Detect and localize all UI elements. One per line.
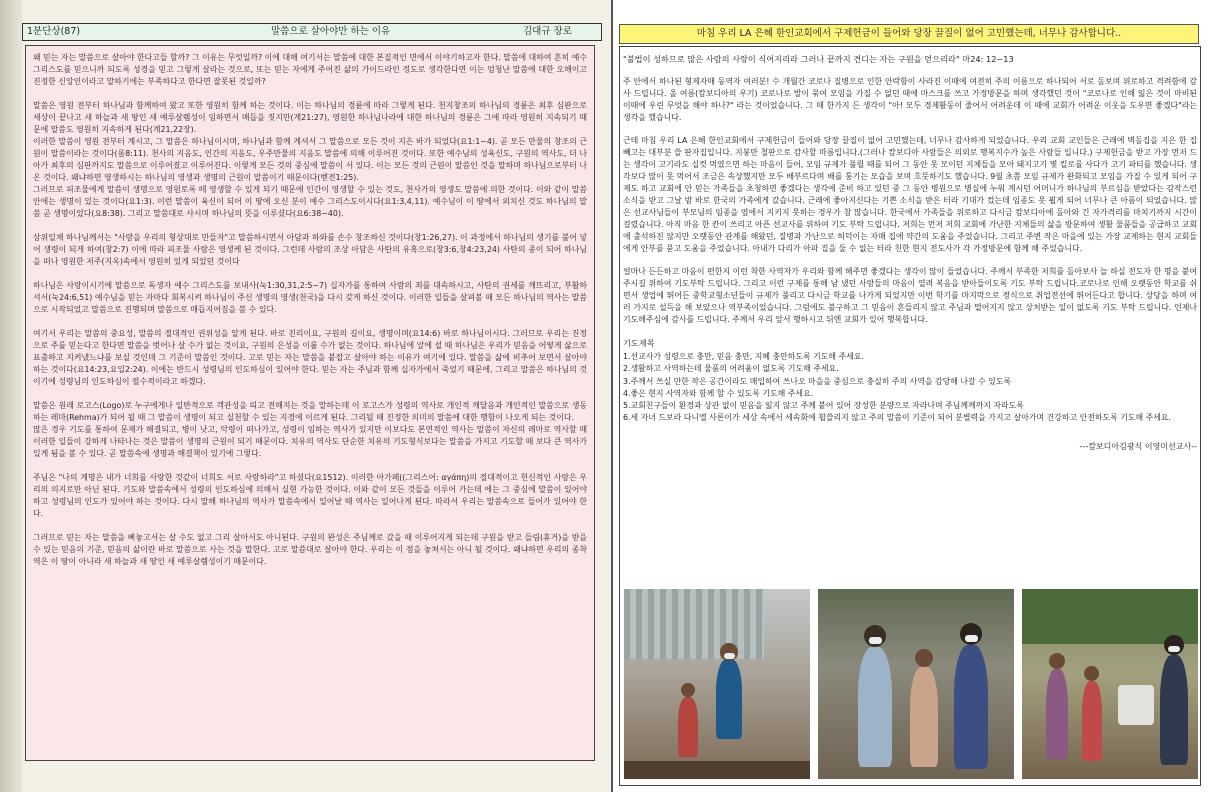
signature: ---캄보디아김광식 이영미선교사-- (1079, 441, 1197, 451)
letter-paragraph: 근데 마침 우리 LA 은혜 한인교회에서 구제헌금이 들어와 당장 끌질이 없어 고민했는데, 너무나 감사하게 되었습니다. 우리 교회 교인들은 근래에 벽돌집을 지은 한 집 빼고는 대부분 쓸 판자집입니다. 지붕만 철판으로 감사할 따름입니다.(그러나 캄보디아 사람들은 의외로 행복지수가 높은 사람들 입니다.) 구제헌금을 받고 가장 먼저 드는 생각이 고기라도 실컷 먹였으면 하는 마음이 들어, 모임 규제가 풀릴 때를 되어 그 동안 못 모이던 지체들을 모아 돼지고기 몇 킬로를 사다가 고기 파티를 했습니다. 생각보다 많이 못 먹어서 조금은 속상했지만 모두 배부르다며 배를 퉁기는 모습을 보며 흐뭇하기도 했습니다. 9월 초쯤 모임 규제가 완화되고 모임을 가질 수 있게 되어 구제도 하고 교회에 안 믿는 가족들을 초청하면 좋겠다는 생각에 준비 하고 있던 중 그 동안 병원으로 병실에 누워 계시던 어머니가 하나님의 부르심을 받았다는 감작스런 소식을 받고 그날 밤 바로 한국의 가족에게 갔습니다. 근래에 좋아지신다는 기쁜 소식을 받은 터라 기대가 컸는데 임종도 못 뵙게 되어 너무나 큰 아픔이 되었습니다. 많은 선교사님들이 부모님의 임종을 옆에서 지키지 못하는 경우가 참 많습니다. 한국에서 가족들을 위로하고 다시금 캄보디아에 돌아와 긴 자가격리를 마치기까지 시간이 걸렸습니다. 아직 마음 한 칸이 쓰리고 아픈 선교사를 위하여 기도 부탁 드립니다. 저희는 먼저 저희 교회에 가난한 지체들의 삶을 방문하여 생활 물품들을 공급하고 교회에 출석하진 않지만 오랫동안 관계를 해왔던, 질병과 가난으로 허덕이는 자매 집에 약간의 도움을 주었습니다. 그리고 주변 작은 마을에 있는 가장 교제하는 현지 교회들에게 안부를 묻고 도움을 주었습니다. 아내가 다리가 아파 집을 둘 수 없는 터라 친한 현지 전도사가 각 가정방문에 함께 해 주었습니다. (623, 136, 1197, 253)
article-paragraph: 그러므로 믿는 자는 말씀을 삐놓고서는 살 수도 없고 그리 살아서도 아니된다. 구원의 완성은 주님께로 갔을 때 이루어지게 되는데 구원을 받고 들림(휴거)을 받을 수 있는 믿음의 기준, 믿음의 삶이란 바로 말씀으로 사는 것을 말한다. 고로 말씀대로 살아야 한다. 우리는 이 점을 놓쳐서는 아니 될 것이다. 왜냐하면 우리의 종착역은 이 땅이 아니라 새 하늘과 새 땅인 새 예루살렘성이기 때문이다. (33, 533, 587, 566)
prayer-title: 기도제목 (623, 338, 655, 348)
prayer-item: 2.생활하고 사역하는데 물품의 어려움이 없도록 기도해 주세요. (623, 364, 839, 374)
article-paragraph: 왜 믿는 자는 말씀으로 살아야 한다고들 할까? 그 이유는 무엇일까? 이에 대해 여기서는 말씀에 대한 본질적인 면에서 이야기하고자 한다. 말씀에 대하여 흔히 예수 그리스도를 믿으니까 되도록 성경을 믿고 그렇게 살라는 것으로, 또는 믿는 자에게 주어진 삶의 가이드라인 정도로 생각한다면 이는 엄청난 말씀에 대한 오해이고 진정한 신앙인이라고 말하기에는 부족하다고 한다면 잘못된 것일까? (33, 53, 587, 86)
prayer-item: 5.교회친구들이 환경과 상관 없이 믿음을 잃지 않고 주께 붙어 있어 장성한 분량으로 자라나며 주님께께까지 자라도록 (623, 401, 1024, 411)
photo-row (624, 589, 1196, 779)
article-title: 말씀으로 살아야만 하는 이유 (271, 26, 391, 37)
letter-paragraph: 얼마나 든든하고 마음이 편한지 이런 착한 사역자가 우리와 함께 해주면 좋겠다는 생각이 많이 들었습니다. 주께서 부족한 저희를 돌아보사 늘 하실 전도자 한 명을 붙여주시길 위하여 기도부탁 드립니다. 그리고 이런 구제를 통해 남 냈던 사람들의 마음이 열려 복음을 받아들이도록 기도 부탁 드립니다.코로나로 인해 오랫동안 학교를 쉬면서 생업에 뛰어든 중학교형소년들이 규제가 풀리고 다시금 학교를 나가게 되었지만 이번 학기를 마지막으로 정식으로 취업전선에 뛰어든다고 합니다. 상당을 하며 여러 가지로 설득을 해 보았으나 역부족이었습니다. 그럼에도 불구하고 그 믿음이 흔들리지 않고 주님과 멀어지지 않고 상처받는 일이 없도록 기도 부탁 드립니다. 언제나 기도해주심에 감사를 드립니다. 주께서 우리 앞서 행하시고 뒤엔 교회가 있어 행복합니다. (623, 267, 1197, 324)
prayer-list (623, 351, 1197, 425)
photo-visit-3 (1022, 589, 1198, 779)
article-paragraph: 여기서 우리는 말씀의 중요성, 말씀의 절대적인 권위성을 알게 된다. 바로 진리이요, 구원의 길이요, 생명이며(요14:6) 바로 하나님이시다. 그러므로 우리는 진정으로 주를 믿는다고 한다면 말씀을 벗어나 살 수가 없는 것이요, 구원의 은성을 이룰 수가 없는 것이다. 하나님에 앞에 설 때 하나님은 우리가 믿음을 어떻게 삶으로 표출하고 지켜냈느냐를 보실 것인데 그 기준이 말씀인 것이다. 고로 믿는 자는 말씀을 붙잡고 살아야 하는 이유가 여기에 있다. 말씀을 삶에 비추어 보면서 살아야 하는 것이다(요14:23,요일2:24). 이에는 반드시 성령님의 인도하심이 있어야 한다. 믿는 자는 주님과 함께 십자가에서 죽었기 때문에, 그리고 말씀은 하나님의 것이기에 성령님의 인도하심이 필수적이라고 하겠다. (33, 329, 587, 386)
missionary-letter (619, 46, 1201, 786)
article-paragraph: 말씀은 원래 로고스(Logo)로 누구에게나 일반적으로 객관성을 띠고 전해지는 것을 말하는데 이 로고스가 성령의 역사로 개인적 깨달음과 개인적인 말씀으로 생동하는 레마(Rehma)가 되어 될 때 그 말씀이 생명이 되고 실천할 수 있는 지경에 이르게 된다. 그리될 때 진정한 의미의 말씀에 대한 행함이 나오게 되는 것이다. 많은 경우 기도를 통하여 문제가 해결되고, 병이 낫고, 악령이 떠나가고, 성령이 임하는 역사가 있지만 이보다도 본연적인 역사는 말씀이 자신의 레마로 역사할 때 이러한 일들이 강하게 나타나는 것은 말씀이 생명의 근원이 되기 때문이다. 치유의 역사도 단순한 치유의 기도형식보다는 말씀을 가지고 기도할 때 보다 큰 역사가 있게 됨을 볼 수 있다. 곧 말씀속에 생명과 해결책이 있기에 그렇다. (33, 401, 587, 458)
scripture-verse: "불법이 성하므로 많은 사람의 사랑이 식어지리라 그러나 끝까지 견디는 자는 구원을 얻으리라" 마24: 12~13 (623, 54, 1014, 64)
issue-label: 1분단상(87) (27, 26, 81, 37)
left-header (22, 23, 602, 41)
prayer-item: 4.좋은 현지 사역자와 함께 할 수 있도록 기도해 주세요. (623, 388, 814, 398)
prayer-item: 6.세 자녀 드보라 다니엘 사론이가 세상 속에서 세속화에 휩쓸리지 않고 주의 말씀이 기준이 되어 분별력을 가지고 살아가며 건강하고 안전하도록 기도해 주세요. (623, 413, 1172, 423)
article-paragraph: 주님은 "나의 계명은 내가 너희를 사랑한 것같이 너희도 서로 사랑하라"고 하셨다(요1512). 이러한 아가페((그리스어: αγάπη)의 절대적이고 헌신적인 사랑은 우리의 의지로만 아닌 된다. 기도와 말씀속에서 성령의 인도하심에 의해서 실현 가능한 것이다. 이와 같이 모든 것들을 이루어 가는데 에는 그 중심에 말씀이 있어야하고 성령님의 인도가 있어야 하는 것이다. 다시 말해 하나님의 역사가 말씀속에서 일어날 때 역사는 일어나게 된다. 따라서 우리는 말씀속으로 들어가 있어야 한다. (33, 473, 587, 518)
article-paragraph: 하나님은 사랑이시기에 말씀으로 독생자 예수 그리스도를 보내사(눅1:30,31,2:5~7) 십자가를 통하여 사람의 죄를 대속하시고, 사탄의 권세를 깨뜨리고, 부활하셔서(눅24:6,51) 예수님을 믿는 자마다 회복시켜 하나님이 주신 생명의 영생(천국)을 다시 갖게 하신 것이다. 이러한 일들을 살펴볼 때 모든 하나님의 역사는 말씀으로 시작되었고 말씀으로 진행되며 말씀으로 매듭지어짐을 볼 수 있다. (33, 281, 587, 314)
article-author: 김대규 장로 (523, 26, 572, 37)
letter-paragraph: 주 안에서 하나된 형제자매 동역자 여러분! 수 개월간 코로나 질병으로 인한 안락함이 사라진 이때에 여전히 주의 이름으로 하나되어 서로 돌보며 위로하고 격려함에 감사 드립니다. 올 여름(캄보디아의 우기) 코로나로 발이 묶여 모임을 가질 수 없던 때에 마스크를 쓰고 가정방문을 하며 생각했던 것이 "코로나로 인해 잃은 것이 마비된 이때에 우린 무엇을 해야 하나?" 라는 것이었습니다. 그 때 한가지 든 생각이 "아! 모두 경제활동이 줄어서 어려운데 이 때에 교회가 어려운 이웃을 도우면 좋겠다"라는 생각을 했습니다. (623, 77, 1197, 122)
article-paragraph: 삼위일체 하나님께서는 "사람을 우리의 형상대로 만들자"고 말씀하시면서 아담과 하와를 손수 창조하신 것이다(창1:26,27). 이 과정에서 하나님의 생기를 불어 넣어 생령이 되게 하여(창2:7) 이에 따라 피조물 사람은 영생케 된 것이다. 그런데 사람의 조상 아담은 사탄의 유혹으로(창3:6,창4:23,24) 사탄의 종이 되어 하나님을 떠나 영원한 저주(지옥)속에서 영원히 있게 되었던 것이다 (33, 233, 587, 266)
right-page (613, 0, 1224, 792)
article-body (25, 45, 595, 761)
photo-visit-2 (818, 589, 1014, 779)
photo-visit-1 (624, 589, 810, 779)
page-edge-shade (0, 0, 22, 792)
prayer-item: 3.주께서 쓰실 만한 작은 공간이라도 매입하여 쓰나오 마을을 중심으로 충실히 주의 사역을 감당해 나갈 수 있도록 (623, 376, 1012, 386)
letter-headline: 마침 우리 LA 은혜 한인교회에서 구제헌금이 들어와 당장 끌질이 없어 고민했는데, 너무나 감사합니다.. (619, 24, 1199, 44)
prayer-item: 1.선교사가 성령으로 충만, 믿음 충만, 지혜 충만하도록 기도해 주세요. (623, 352, 864, 361)
article-paragraph: 말씀은 영원 전부터 하나님과 함께하여 왔고 또한 영원히 함께 하는 것이다. 이는 하나님의 경륜에 따라 그렇게 된다. 천지창조의 하나님의 경륜은 최후 심판으로 세상이 끝나고 새 하늘과 새 땅인 새 예루살렘성이 임하면서 매듭을 짓지만(계21:27), 영원한 하나님나라에 대한 하나님의 경륜은 그에 따라 영원히 지속되기 때문에 말씀도 영원히 지속하게 된다(계21,22장). 이러한 말씀이 영원 전부터 계시고, 그 말씀은 하나님이시며, 하나님과 함께 계셔서 그 말씀으로 모든 것이 지은 바가 되었다(요1:1~4). 곧 모든 만물의 창조의 근원이 말씀이라는 것이다(롬8:11). 천사의 지음도, 인간의 지음도, 우주만물의 지음도 말씀에 의해 이루어진 것이다. 또한 예수님의 성육신도, 구원의 역사도, 더 나아가 최후의 심판까지도 말씀으로 이루어졌고 이루어진다. 이렇게 모든 것의 중심에 말씀이 서 있다. 이는 모든 것의 근원이 말씀인 것을 말하며 하나님으로부터 나온 것이다. 왜냐하면 영생하시는 하나님의 영생과 생명의 근원이 말씀이기 때문이다(벧전1:25). 그러므로 피조물에게 말씀이 생명으로 영원토록 떼 영생할 수 있게 되기 때문에 인간이 영생할 수 있는 것도, 천사가의 영생도 말씀에 의한 것이다. 이와 같이 말씀안에는 생명이 있는 것이다(요1:3). 이런 말씀이 육신이 되어 이 땅에 오신 분이 예수 그리스도이시다(요1:3,4,11). 예수님이 이 땅에서 외치신 것도 하나님의 말씀 곧 생명이었다(요8:38). 그리고 말씀대로 사시며 하나님의 뜻을 이루셨다(요6:38~40). (33, 101, 587, 218)
